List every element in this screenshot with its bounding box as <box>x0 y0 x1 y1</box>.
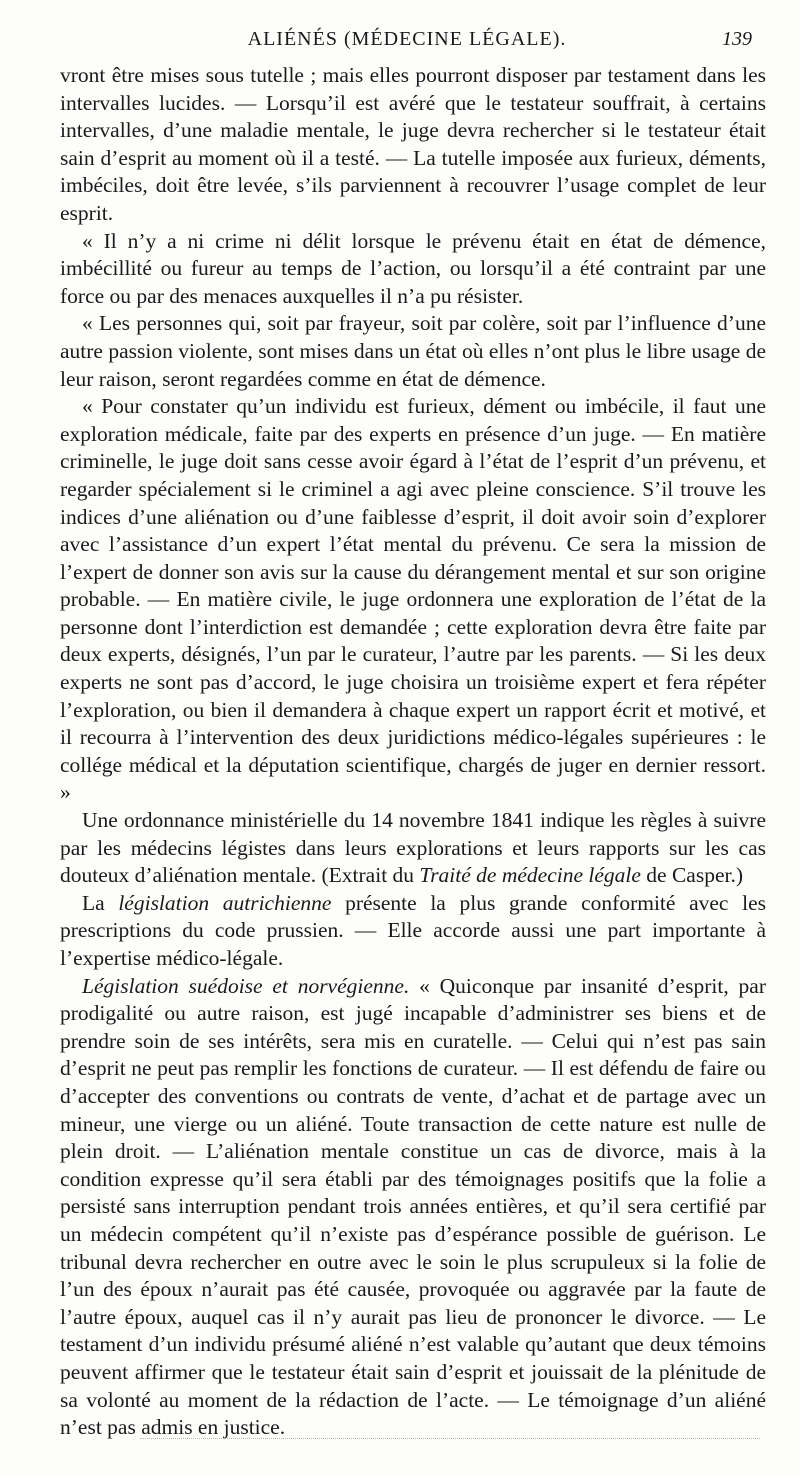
paragraph-text: vront être mises sous tutelle ; mais elles pourront disposer par testament dans les intervalles lucides. — Lorsqu’il est avéré que le testateur souffrait, à certains intervalles, d’une maladie mentale, le juge devra rechercher si le testateur était sain d’esprit au moment où il a testé. — La tutelle imposée aux furieux, déments, imbéciles, doit être levée, s’ils parviennent à recouvrer l’usage complet de leur esprit. <box>60 63 766 225</box>
body-text <box>60 62 766 1442</box>
paragraph-text: « Il n’y a ni crime ni délit lorsque le prévenu était en état de démence, imbécillité ou fureur au temps de l’action, ou lorsqu’il a été contraint par une force ou par des menaces auxquelles il n’a pu résister. <box>60 228 766 308</box>
paragraph-text: « Quiconque par insanité d’esprit, par prodigalité ou autre raison, est jugé incapable d’administrer ses biens et de prendre soin de ses intérêts, sera mis en curatelle. — Celui qui n’est pas sain d’esprit ne peut pas remplir les fonctions de curateur. — Il est défendu de faire ou d’accepter des conventions ou contrats de vente, d’achat et de partage avec un mineur, une vierge ou un aliéné. Toute transaction de cette nature est nulle de plein droit. — L’aliénation mentale constitue un cas de divorce, mais à la condition expresse qu’il sera établi par des témoignages positifs que la folie a persisté sans interruption pendant trois années entières, et qu’il sera certifié par un médecin compétent qu’il n’existe pas d’espérance possible de guérison. Le tribunal devra rechercher en outre avec le soin le plus scrupuleux si la folie de l’un des époux n’aurait pas été causée, provoquée ou aggravée par la faute de l’autre époux, auquel cas il n’y aurait pas lieu de prononcer le divorce. — Le testament d’un individu présumé aliéné n’est valable qu’autant que deux témoins peuvent affirmer que le testateur était sain d’esprit et jouissait de la plénitude de sa volonté au moment de la rédaction de l’acte. — Le témoignage d’un aliéné n’est pas admis en justice. <box>60 973 766 1440</box>
paragraph-text: La <box>82 890 119 915</box>
section-heading-italic: Législation suédoise et norvégienne. <box>82 973 410 998</box>
paragraph-text: de Casper.) <box>640 863 744 888</box>
paragraph-4 <box>60 393 766 807</box>
paragraph-6 <box>60 890 766 973</box>
paragraph-1 <box>60 62 766 228</box>
running-head <box>62 28 752 58</box>
paragraph-3 <box>60 310 766 393</box>
paragraph-text: présente la plus grande conformité avec les prescriptions du code prussien. — Elle accorde aussi une part importante à l’expertise médico-légale. <box>60 890 766 970</box>
paragraph-text: Une ordonnance ministérielle du 14 novembre 1841 indique les règles à suivre par les médecins légistes dans leurs explorations et leurs rapports sur les cas douteux d’aliénation mentale. (Extrait du <box>60 808 766 888</box>
paragraph-2 <box>60 228 766 311</box>
paragraph-text: « Pour constater qu’un individu est furieux, dément ou imbécile, il faut une exploration médicale, faite par des experts en présence d’un juge. — En matière criminelle, le juge doit sans cesse avoir égard à l’état de l’esprit d’un prévenu, et regarder spécialement si le criminel a agi avec pleine conscience. S’il trouve les indices d’une aliénation ou d’une faiblesse d’esprit, il doit avoir soin d’explorer avec l’assistance d’un expert l’état mental du prévenu. Ce sera la mission de l’expert de donner son avis sur la cause du dérangement mental et sur son origine probable. — En matière civile, le juge ordonnera une exploration de l’état de la personne dont l’interdiction est demandée ; cette exploration devra être faite par deux experts, désignés, l’un par le curateur, l’autre par les parents. — Si les deux experts ne sont pas d’accord, le juge choisira un troisième expert et fera répéter l’exploration, ou bien il demandera à chaque expert un rapport écrit et motivé, et il recourra à l’intervention des deux juridictions médico-légales supérieures : le collége médical et la députation scientifique, chargés de juger en dernier ressort. » <box>60 394 766 805</box>
book-title-italic: Traité de médecine légale <box>419 863 641 888</box>
paragraph-text: « Les personnes qui, soit par frayeur, soit par colère, soit par l’influence d’une autre passion violente, sont mises dans un état où elles n’ont plus le libre usage de leur raison, seront regardées comme en état de démence. <box>60 311 766 391</box>
paragraph-7 <box>60 973 766 1442</box>
running-title: ALIÉNÉS (MÉDECINE LÉGALE). <box>247 28 567 50</box>
page-number: 139 <box>722 28 752 50</box>
legislation-name-italic: législation autrichienne <box>118 890 332 915</box>
paragraph-5 <box>60 807 766 890</box>
bottom-bleed-rule <box>140 1438 760 1439</box>
